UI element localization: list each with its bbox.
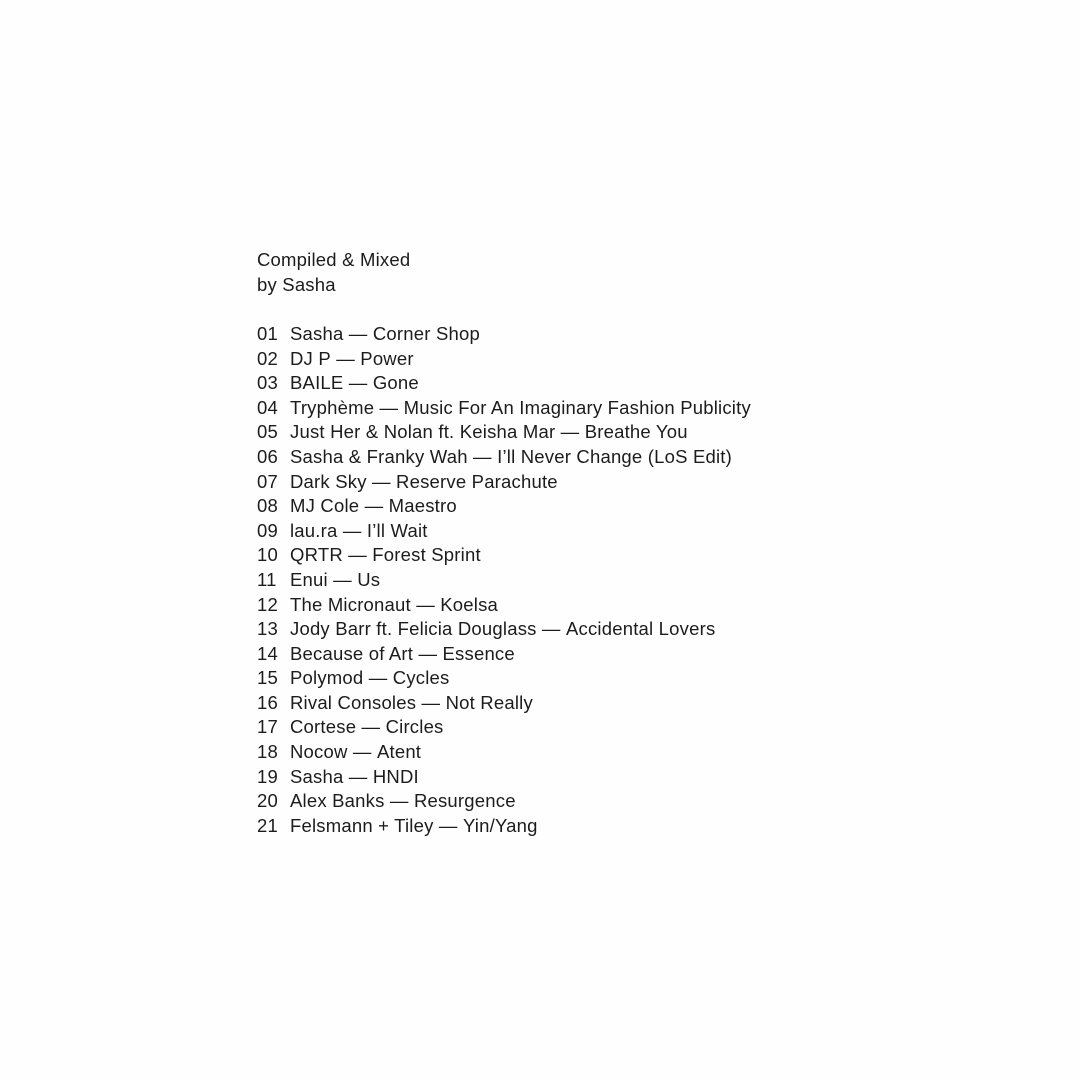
track-row	[257, 691, 957, 716]
track-title: Maestro	[388, 495, 457, 517]
track-separator: —	[410, 593, 441, 615]
track-artist: Sasha	[290, 322, 344, 344]
track-artist: Tryphème	[290, 396, 375, 418]
track-title: Power	[360, 347, 414, 369]
track-row	[257, 715, 957, 740]
track-title: Breathe You	[584, 421, 688, 443]
credits	[257, 248, 957, 297]
track-separator: —	[467, 445, 498, 467]
track-title: Us	[357, 568, 381, 590]
track-number: 10	[257, 544, 278, 566]
track-separator: —	[433, 814, 463, 836]
track-row	[257, 396, 957, 421]
track-separator: —	[536, 618, 566, 640]
track-title: HNDI	[372, 765, 419, 787]
track-artist: Polymod	[290, 667, 364, 689]
credits-line-artist: by Sasha	[257, 273, 336, 295]
track-row	[257, 543, 957, 568]
track-separator: —	[342, 544, 373, 566]
track-number: 11	[257, 568, 277, 590]
track-separator: —	[416, 691, 446, 713]
track-row	[257, 494, 957, 519]
track-separator: —	[356, 716, 386, 738]
track-row	[257, 322, 957, 347]
track-row	[257, 642, 957, 667]
track-artist: Because of Art	[290, 642, 414, 664]
track-separator: —	[343, 765, 373, 787]
track-row	[257, 519, 957, 544]
track-title: Essence	[442, 642, 515, 664]
track-separator: —	[555, 421, 585, 443]
track-title: Cycles	[392, 667, 450, 689]
track-artist: Cortese	[290, 716, 357, 738]
track-number: 02	[257, 347, 278, 369]
track-number: 09	[257, 519, 278, 541]
track-number: 17	[257, 716, 278, 738]
track-separator: —	[366, 470, 397, 492]
track-number: 01	[257, 322, 278, 344]
track-artist: Enui	[290, 568, 328, 590]
track-artist: Sasha	[290, 765, 344, 787]
track-artist: Just Her & Nolan ft. Keisha Mar	[290, 421, 556, 443]
track-number: 08	[257, 495, 278, 517]
track-title: I’ll Wait	[366, 519, 428, 541]
track-number: 20	[257, 790, 278, 812]
track-title: Forest Sprint	[372, 544, 481, 566]
track-row	[257, 568, 957, 593]
track-title: Atent	[376, 741, 422, 763]
track-artist: Sasha & Franky Wah	[290, 445, 468, 467]
track-title: Koelsa	[440, 593, 499, 615]
track-artist: Felsmann + Tiley	[290, 814, 434, 836]
track-row	[257, 765, 957, 790]
track-artist: MJ Cole	[290, 495, 360, 517]
track-row	[257, 593, 957, 618]
track-number: 07	[257, 470, 278, 492]
track-row	[257, 445, 957, 470]
track-row	[257, 371, 957, 396]
track-row	[257, 347, 957, 372]
track-title: Circles	[385, 716, 444, 738]
track-title: Resurgence	[413, 790, 516, 812]
track-title: Reserve Parachute	[396, 470, 558, 492]
track-title: Not Really	[445, 691, 533, 713]
track-artist: DJ P	[290, 347, 331, 369]
track-separator: —	[359, 495, 389, 517]
track-title: I’ll Never Change (LoS Edit)	[497, 445, 733, 467]
track-separator: —	[413, 642, 443, 664]
track-artist: Dark Sky	[290, 470, 367, 492]
track-title: Music For An Imaginary Fashion Publicity	[403, 396, 751, 418]
track-number: 14	[257, 642, 278, 664]
tracklist	[257, 322, 957, 838]
track-row	[257, 666, 957, 691]
track-number: 03	[257, 372, 278, 394]
track-title: Gone	[372, 372, 419, 394]
track-title: Accidental Lovers	[565, 618, 716, 640]
track-separator: —	[374, 396, 404, 418]
track-separator: —	[347, 741, 377, 763]
track-separator: —	[337, 519, 367, 541]
track-row	[257, 617, 957, 642]
track-row	[257, 789, 957, 814]
track-number: 16	[257, 691, 278, 713]
track-artist: QRTR	[290, 544, 343, 566]
track-separator: —	[384, 790, 414, 812]
track-artist: Rival Consoles	[290, 691, 417, 713]
track-artist: Nocow	[290, 741, 348, 763]
track-number: 18	[257, 741, 278, 763]
track-title: Yin/Yang	[462, 814, 538, 836]
track-separator: —	[327, 568, 358, 590]
track-row	[257, 814, 957, 839]
track-artist: Alex Banks	[290, 790, 385, 812]
track-row	[257, 420, 957, 445]
track-number: 06	[257, 445, 278, 467]
track-row	[257, 740, 957, 765]
track-artist: BAILE	[290, 372, 344, 394]
track-separator: —	[343, 322, 373, 344]
credits-line-compiled: Compiled & Mixed	[257, 249, 411, 270]
track-number: 12	[257, 593, 278, 615]
track-number: 15	[257, 667, 278, 689]
track-title: Corner Shop	[372, 322, 480, 344]
tracklist-block	[257, 248, 957, 838]
track-number: 19	[257, 765, 278, 787]
track-separator: —	[330, 347, 361, 369]
track-separator: —	[343, 372, 373, 394]
track-number: 05	[257, 421, 278, 443]
track-separator: —	[363, 667, 393, 689]
track-artist: lau.ra	[290, 519, 338, 541]
track-number: 13	[257, 618, 278, 640]
track-row	[257, 470, 957, 495]
track-artist: Jody Barr ft. Felicia Douglass	[290, 618, 537, 640]
track-artist: The Micronaut	[290, 593, 411, 615]
track-number: 21	[257, 814, 278, 836]
track-number: 04	[257, 396, 278, 418]
